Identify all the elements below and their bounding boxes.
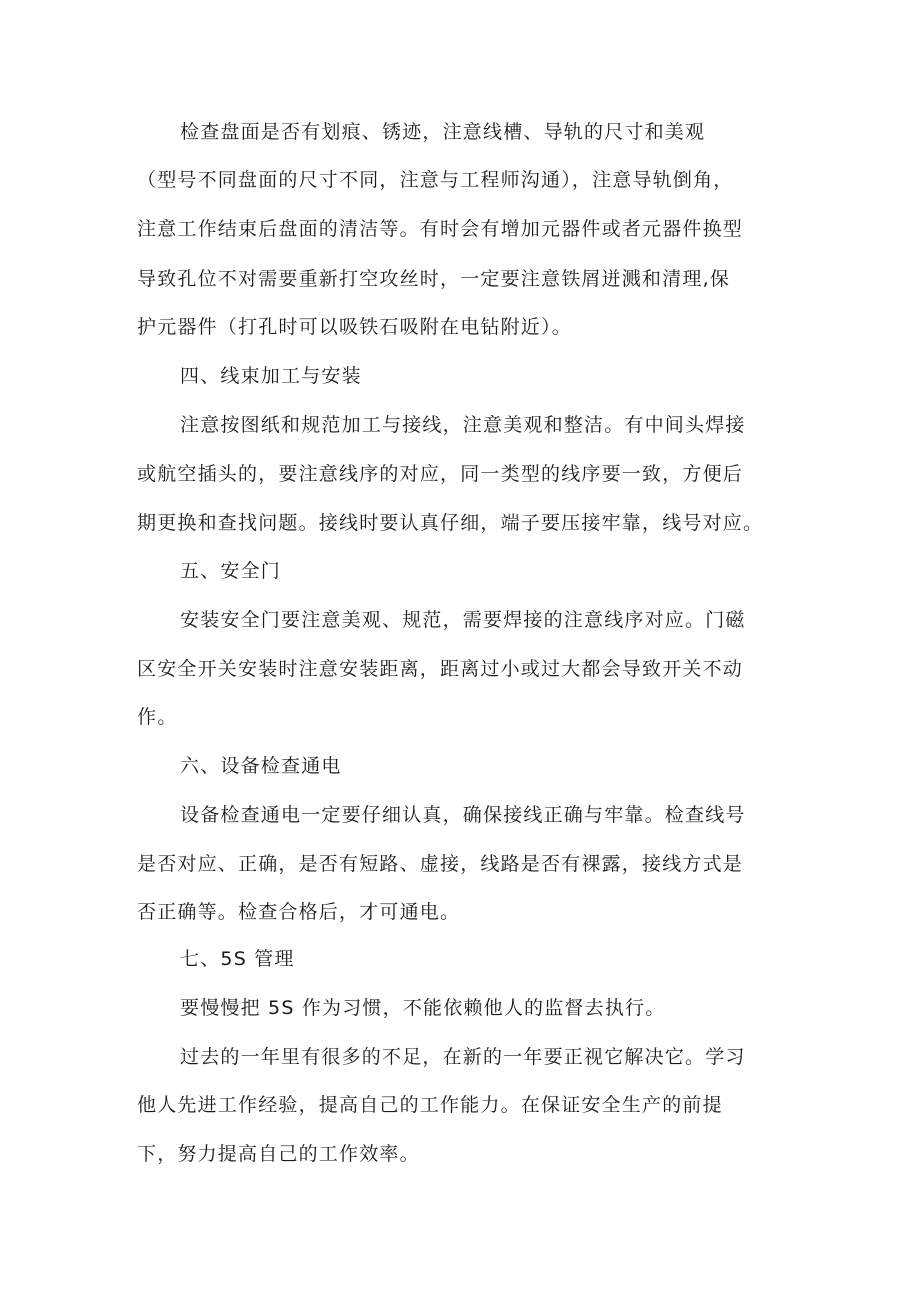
section-heading-wiring: 四、线束加工与安装 xyxy=(180,365,362,387)
text-line: 否正确等。检查合格后，才可通电。 xyxy=(137,901,461,923)
text-line: 过去的一年里有很多的不足，在新的一年要正视它解决它。学习 xyxy=(180,1046,746,1068)
text-line: 期更换和查找问题。接线时要认真仔细，端子要压接牢靠，线号对应。 xyxy=(137,512,764,534)
text-line: 他人先进工作经验，提高自己的工作能力。在保证安全生产的前提 xyxy=(137,1094,723,1116)
text-line: 是否对应、正确，是否有短路、虚接，线路是否有裸露，接线方式是 xyxy=(137,853,744,875)
section-heading-safety-door: 五、安全门 xyxy=(180,560,282,582)
text-line: 或航空插头的，要注意线序的对应，同一类型的线序要一致，方便后 xyxy=(137,463,744,485)
text-line: 注意按图纸和规范加工与接线，注意美观和整洁。有中间头焊接 xyxy=(180,414,746,436)
text-line: （型号不同盘面的尺寸不同，注意与工程师沟通），注意导轨倒角， xyxy=(137,169,734,191)
text-line: 护元器件（打孔时可以吸铁石吸附在电钻附近）。 xyxy=(137,316,572,338)
text-line: 导致孔位不对需要重新打空攻丝时，一定要注意铁屑迸溅和清理,保 xyxy=(137,268,731,290)
text-line: 检查盘面是否有划痕、锈迹，注意线槽、导轨的尺寸和美观 xyxy=(180,121,706,143)
text-line: 设备检查通电一定要仔细认真，确保接线正确与牢靠。检查线号 xyxy=(180,804,746,826)
section-heading-power-check: 六、设备检查通电 xyxy=(180,755,342,777)
section-heading-5s: 七、5S 管理 xyxy=(180,948,295,970)
text-line: 注意工作结束后盘面的清洁等。有时会有增加元器件或者元器件换型 xyxy=(137,218,744,240)
text-line: 作。 xyxy=(137,706,178,728)
text-line: 区安全开关安装时注意安装距离，距离过小或过大都会导致开关不动 xyxy=(137,658,744,680)
text-line: 安装安全门要注意美观、规范，需要焊接的注意线序对应。门磁 xyxy=(180,609,746,631)
text-line: 要慢慢把 5S 作为习惯，不能依赖他人的监督去执行。 xyxy=(180,997,666,1019)
text-line: 下，努力提高自己的工作效率。 xyxy=(137,1143,420,1165)
